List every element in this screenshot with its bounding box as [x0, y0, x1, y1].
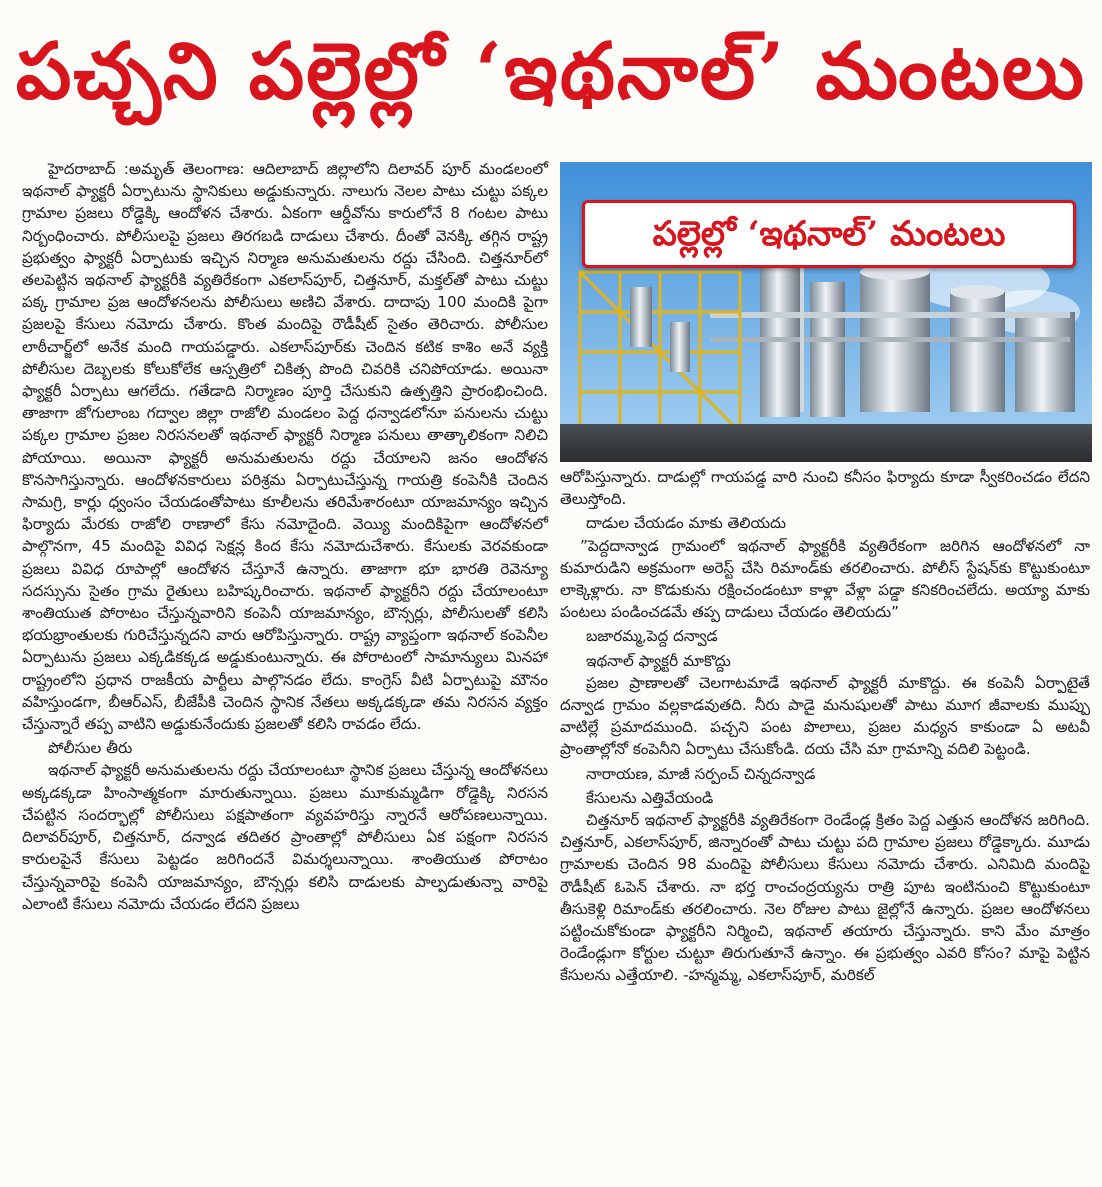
- subheading: కేసులను ఎత్తివేయండి: [586, 788, 714, 807]
- byline: బజారమ్మ,పెద్ద దన్వాడ: [586, 627, 718, 646]
- quote-paragraph: ”పెద్దదాన్వాడ గ్రామంలో ఇథనాల్ ఫ్యాక్టరీకి వ్యతిరేకంగా జరిగిన ఆందోళనలో నా కుమారుడిని అక్రమంగా అరెస్ట్ చేసి రిమాండ్‌కు తరలించారు. పోలీస్ స్టేషన్‌కు కొట్టుకుంటూ లాక్కెళ్లారు. నా కొడుకును రక్షించండంటూ కాళ్లా వేళ్లా పడ్డా కనికరించలేదు. అయ్యా మాకు పంటలు పండించడమే తప్ప దాడులు చేయడం తెలియదు”: [560, 536, 1090, 622]
- subheading: ఇథనాల్ ఫ్యాక్టరీ మాకొద్దు: [586, 651, 731, 670]
- subheading: దాడుల చేయడం మాకు తెలియదు: [586, 514, 787, 533]
- left-column: [22, 158, 548, 915]
- subheading-police: పోలీసుల తీరు: [48, 739, 133, 758]
- article-paragraph: ప్రజల ప్రాణాలతో చెలగాటమాడే ఇథనాల్ ఫ్యాక్టరీ మాకొద్దు. ఈ కంపెనీ ఏర్పాటైతే దన్వాడ గ్రామం వల్లకాడవుతది. నీరు పాడై మనుషులతో పాటు మూగ జీవాలకు ముప్పు వాటిల్లే ప్రమాదముంది. పచ్చని పంట పొలాలు, ప్రజల మధ్యన కాకుండా ఏ అటవీ ప్రాంతాల్లోనో కంపెనీని ఏర్పాటు చేసుకోండి. దయ చేసి మా గ్రామాన్ని వదిలి పెట్టండి.: [560, 673, 1090, 759]
- article-paragraph: హైదరాబాద్ :అమృత్ తెలంగాణ: ఆదిలాబాద్ జిల్లాలోని దిలావర్ పూర్ మండలంలో ఇథనాల్ ఫ్యాక్టరీ ఏర్పాటును స్థానికులు అడ్డుకున్నారు. నాలుగు నెలల పాటు చుట్టు పక్కల గ్రామాల ప్రజలు రోడ్డెక్కి ఆందోళన చేశారు. ఏకంగా ఆర్డీవోను కారులోనే 8 గంటల పాటు నిర్బంధించారు. పోలీసులపై ప్రజలు తిరగబడి దాడులు చేశారు. దీంతో వెనక్కి తగ్గిన రాష్ట్ర ప్రభుత్వం ఫ్యాక్టరీ ఏర్పాటుకు ఇచ్చిన నిర్మాణ అనుమతులను రద్దు చేసింది. చిత్తనూర్‌లో తలపెట్టిన ఇథనాల్ ఫ్యాక్టరీకి వ్యతిరేకంగా ఎకలాస్‌పూర్, చిత్తనూర్, మక్తల్‌తో పాటు చుట్టు పక్క గ్రామాల ప్రజ ఆందోళనలను పోలీసులు అణిచి వేశారు. దాదాపు 100 మందికి పైగా ప్రజలపై కేసులు నమోదు చేశారు. కొంత మందిపై రౌడీషీట్ సైతం తెరిచారు. పోలీసుల లాఠీచార్జ్‌లో అనేక మంది గాయపడ్డారు. ఎకలాస్‌పూర్‌కు చెందిన కటిక కాశిం అనే వ్యక్తి పోలీసుల దెబ్బలకు కోలుకోలేక ఆస్పత్రిలో చికిత్స పొంది చివరికి చనిపోయాడు. అయినా ఫ్యాక్టరీ ఏర్పాటు ఆగలేదు. గతేడాది నిర్మాణం పూర్తి చేసుకుని ఉత్పత్తిని ప్రారంభించింది. తాజాగా జోగులాంబ గద్వాల జిల్లా రాజోలి మండలం పెద్ద ధన్వాడలోనూ పనులను చుట్టు పక్కల గ్రామాల ప్రజల నిరసనలతో ఇథనాల్ ఫ్యాక్టరీ నిర్మాణ పనులు తాత్కాలికంగా నిలిచి పోయాయి. అయినా ఫ్యాక్టరీ అనుమతులను రద్దు చేయాలని జనం ఆందోళన కొనసాగిస్తున్నారు. ఆందోళనకారులు పరిశ్రమ ఏర్పాటుచేస్తున్న గాయత్రి కంపెనీకి చెందిన సామగ్రి, కార్లు ధ్వంసం చేయడంతోపాటు కూలీలను తరిమేశారంటూ యాజమాన్యం ఇచ్చిన ఫిర్యాదు మేరకు రాజోలి రాణాలో కేసు నమోదైంది. వెయ్యి మందికిపైగా ఆందోళనలో పాల్గొనగా, 45 మందిపై వివిధ సెక్షన్ల కింద కేసు నమోదుచేశారు. కేసులకు వెరవకుండా ప్రజలు వివిధ రూపాల్లో ఆందోళన చేస్తూనే ఉన్నారు. తాజాగా భూ భారతి రెవెన్యూ సదస్సును సైతం గ్రామ రైతులు బహిష్కరించారు. ఇథనాల్ ఫ్యాక్టరీని రద్దు చేయాలంటూ శాంతియుత పోరాటం చేస్తున్నవారిని కంపెనీ యాజమాన్యం, బౌన్సర్లు, పోలీసులతో కలిసి భయభ్రాంతులకు గురిచేస్తున్నదని వారు ఆరోపిస్తున్నారు. రాష్ట్ర వ్యాప్తంగా ఇథనాల్ కంపెనీల ఏర్పాటును ప్రజలు ఎక్కడికక్కడ అడ్డుకుంటున్నారు. ఈ పోరాటంలో సామాన్యులు మినహా రాష్ట్రంలోని ప్రధాన రాజకీయ పార్టీలు పాల్గొనడం లేదు. కాంగ్రెస్ వీటి ఏర్పాటుపై మౌనం వహిస్తుండగా, బీఆర్ఎస్, బీజేపీకి చెందిన స్థానిక నేతలు అక్కడక్కడా తమ నిరసన వ్యక్తం చేస్తున్నారే తప్ప వాటిని అడ్డుకునేందుకు ప్రజలతో కలిసి రావడం లేదు.: [22, 160, 548, 734]
- headline: పచ్చని పల్లెల్లో ‘ఇథనాల్’ మంటలు: [15, 26, 1087, 117]
- article-paragraph: ఇథనాల్ ఫ్యాక్టరీ అనుమతులను రద్దు చేయాలంటూ స్థానిక ప్రజలు చేస్తున్న ఆందోళనలు అక్కడక్కడా హింసాత్మకంగా మారుతున్నాయి. ప్రజలు మూకుమ్మడిగా రోడ్డెక్కి నిరసన చేపట్టిన సందర్భాల్లో పోలీసులు పక్షపాతంగా వ్యవహరిస్తు న్నారనే ఆరోపణలున్నాయి. దిలావర్‌పూర్, చిత్తనూర్, దన్వాడ తదితర ప్రాంతాల్లో పోలీసులు ఏక పక్షంగా నిరసన కారులపైనే కేసులు పెట్టడం జరిగిందనే విమర్శలున్నాయి. శాంతియుత పోరాటం చేస్తున్నవారిపై కంపెనీ యాజమాన్యం, బౌన్సర్లు కలిసి దాడులకు పాల్పడుతున్నా వారిపై ఎలాంటి కేసులు నమోదు చేయడం లేదని ప్రజలు: [22, 761, 548, 913]
- photo-title-banner: పల్లెల్లో ‘ఇథనాల్’ మంటలు: [582, 200, 1076, 268]
- article-paragraph: ఆరోపిస్తున్నారు. దాడుల్లో గాయపడ్డ వారి నుంచి కనీసం ఫిర్యాదు కూడా స్వీకరించడం లేదని తెలుస్తోంది.: [560, 468, 1090, 509]
- factory-photo: [560, 162, 1092, 462]
- right-column: [560, 466, 1090, 987]
- article-paragraph: చిత్తనూర్ ఇథనాల్ ఫ్యాక్టరీకి వ్యతిరేకంగా రెండేండ్ల క్రితం పెద్ద ఎత్తున ఆందోళన జరిగింది. చిత్తనూర్, ఎకలాస్‌పూర్, జిన్నారంతో పాటు చుట్టు పది గ్రామాల ప్రజలు రోడ్డెక్కారు. మూడు గ్రామాలకు చెందిన 98 మందిపై పోలీసులు కేసులు నమోదు చేశారు. ఎనిమిది మందిపై రౌడీషీట్ ఓపెన్ చేశారు. నా భర్త రాంచంద్రయ్యను రాత్రి పూట ఇంటినుంచి కొట్టుకుంటూ తీసుకెళ్లి రిమాండ్‌కు తరలించారు. నెల రోజుల పాటు జైల్లోనే ఉన్నారు. ప్రజల ఆందోళనలు పట్టించుకోకుండా ఫ్యాక్టరీని నిర్మించి, ఇథనాల్ తయారు చేస్తున్నారు. కాని మేం మాత్రం రెండేండ్లుగా కోర్టుల చుట్టూ తిరుగుతూనే ఉన్నాం. ఈ ప్రభుత్వం ఎవరి కోసం? మాపై పెట్టిన కేసులను ఎత్తేయాలి. -హన్మమ్మ, ఎకలాస్‌పూర్, మరికల్: [560, 811, 1090, 985]
- byline: నారాయణ, మాజీ సర్పంచ్ చిన్నదన్వాడ: [586, 764, 816, 783]
